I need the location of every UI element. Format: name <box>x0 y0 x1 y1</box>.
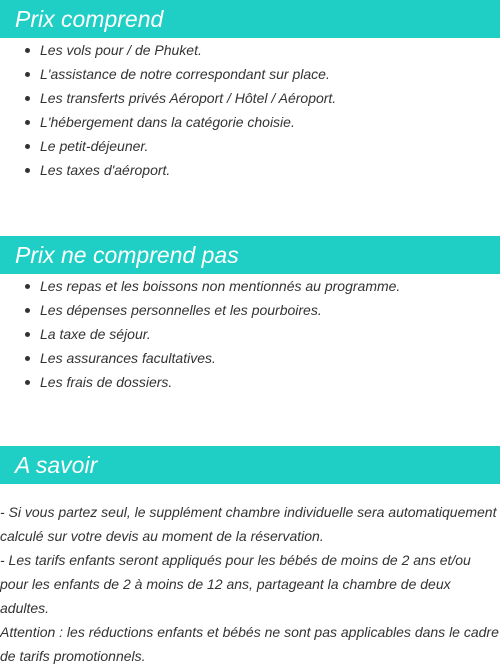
savoir-paragraph: Attention : les réductions enfants et bébés ne sont pas applicables dans le cadre de tarifs promotionnels. <box>0 624 499 664</box>
section-spacer <box>0 394 500 446</box>
savoir-section <box>0 446 500 668</box>
list-item: Les assurances facultatives. <box>0 346 500 370</box>
savoir-paragraph: - Si vous partez seul, le supplément chambre individuelle sera automatiquement calculé sur votre devis au moment de la réservation. <box>0 504 497 544</box>
list-item: Les vols pour / de Phuket. <box>0 38 500 62</box>
list-item: La taxe de séjour. <box>0 322 500 346</box>
list-item: L'hébergement dans la catégorie choisie. <box>0 110 500 134</box>
list-item: Les frais de dossiers. <box>0 370 500 394</box>
included-section <box>0 0 500 182</box>
list-item: Les repas et les boissons non mentionnés au programme. <box>0 274 500 298</box>
list-item: Les taxes d'aéroport. <box>0 158 500 182</box>
list-item: L'assistance de notre correspondant sur place. <box>0 62 500 86</box>
savoir-text <box>0 484 500 668</box>
included-list <box>0 38 500 182</box>
included-header: Prix comprend <box>0 0 500 38</box>
savoir-header: A savoir <box>0 446 500 484</box>
list-item: Les dépenses personnelles et les pourboires. <box>0 298 500 322</box>
list-item: Les transferts privés Aéroport / Hôtel / Aéroport. <box>0 86 500 110</box>
list-item: Le petit-déjeuner. <box>0 134 500 158</box>
excluded-section <box>0 236 500 394</box>
savoir-paragraph: - Les tarifs enfants seront appliqués pour les bébés de moins de 2 ans et/ou pour les enfants de 2 à moins de 12 ans, partageant la chambre de deux adultes. <box>0 552 471 616</box>
excluded-header: Prix ne comprend pas <box>0 236 500 274</box>
section-spacer <box>0 182 500 236</box>
excluded-list <box>0 274 500 394</box>
